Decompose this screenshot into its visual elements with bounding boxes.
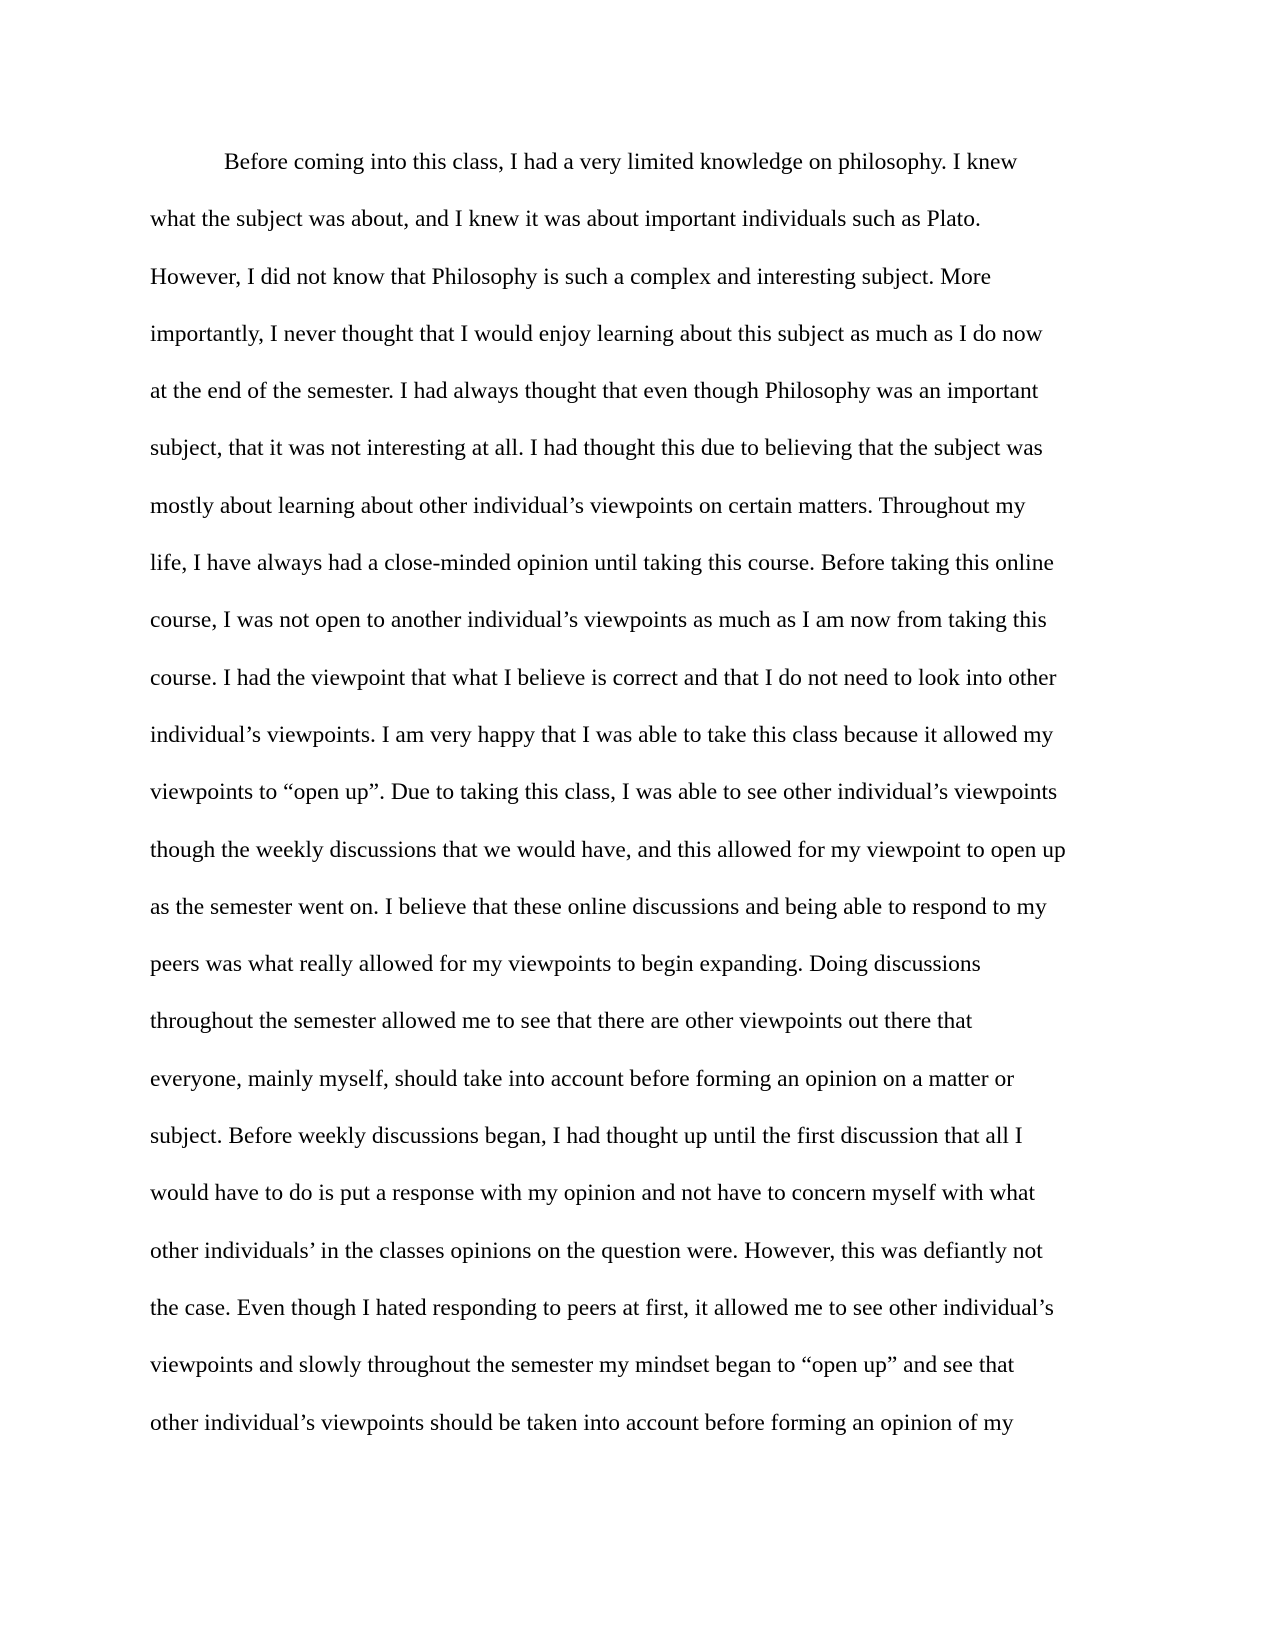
paragraph-line: importantly, I never thought that I would enjoy learning about this subject as much as I do now [150, 320, 1043, 347]
paragraph-line: mostly about learning about other individual’s viewpoints on certain matters. Throughout my [150, 492, 1026, 519]
paragraph-line: peers was what really allowed for my viewpoints to begin expanding. Doing discussions [150, 951, 981, 978]
paragraph-line: would have to do is put a response with my opinion and not have to concern myself with what [150, 1180, 1036, 1207]
paragraph-line: life, I have always had a close-minded opinion until taking this course. Before taking this online [150, 550, 1054, 577]
paragraph-line: throughout the semester allowed me to see that there are other viewpoints out there that [150, 1008, 973, 1035]
paragraph-line: as the semester went on. I believe that these online discussions and being able to respond to my [150, 893, 1047, 920]
paragraph-line: viewpoints and slowly throughout the semester my mindset began to “open up” and see that [150, 1352, 1015, 1379]
paragraph-line: subject. Before weekly discussions began, I had thought up until the first discussion that all I [150, 1123, 1023, 1150]
paragraph-line: course, I was not open to another individual’s viewpoints as much as I am now from taking this [150, 607, 1047, 634]
paragraph-line: However, I did not know that Philosophy is such a complex and interesting subject. More [150, 263, 991, 290]
paragraph-line: what the subject was about, and I knew it was about important individuals such as Plato. [150, 206, 981, 233]
paragraph-line: the case. Even though I hated responding to peers at first, it allowed me to see other individual’s [150, 1294, 1054, 1321]
paragraph-line: other individual’s viewpoints should be taken into account before forming an opinion of my [150, 1409, 1014, 1436]
paragraph-line: everyone, mainly myself, should take into account before forming an opinion on a matter or [150, 1065, 1015, 1092]
paragraph-line: course. I had the viewpoint that what I believe is correct and that I do not need to look into other [150, 664, 1057, 691]
paragraph-line: though the weekly discussions that we would have, and this allowed for my viewpoint to open up [150, 836, 1066, 863]
paragraph-line: individual’s viewpoints. I am very happy that I was able to take this class because it allowed my [150, 721, 1054, 748]
paragraph-line: viewpoints to “open up”. Due to taking this class, I was able to see other individual’s viewpoints [150, 779, 1058, 806]
paragraph-line: at the end of the semester. I had always thought that even though Philosophy was an important [150, 378, 1039, 405]
paragraph-line: subject, that it was not interesting at all. I had thought this due to believing that the subject was [150, 435, 1043, 462]
paragraph-line: other individuals’ in the classes opinions on the question were. However, this was defiantly not [150, 1237, 1043, 1264]
paragraph-line: Before coming into this class, I had a very limited knowledge on philosophy. I knew [224, 149, 1018, 175]
essay-paragraph [150, 134, 1130, 1452]
